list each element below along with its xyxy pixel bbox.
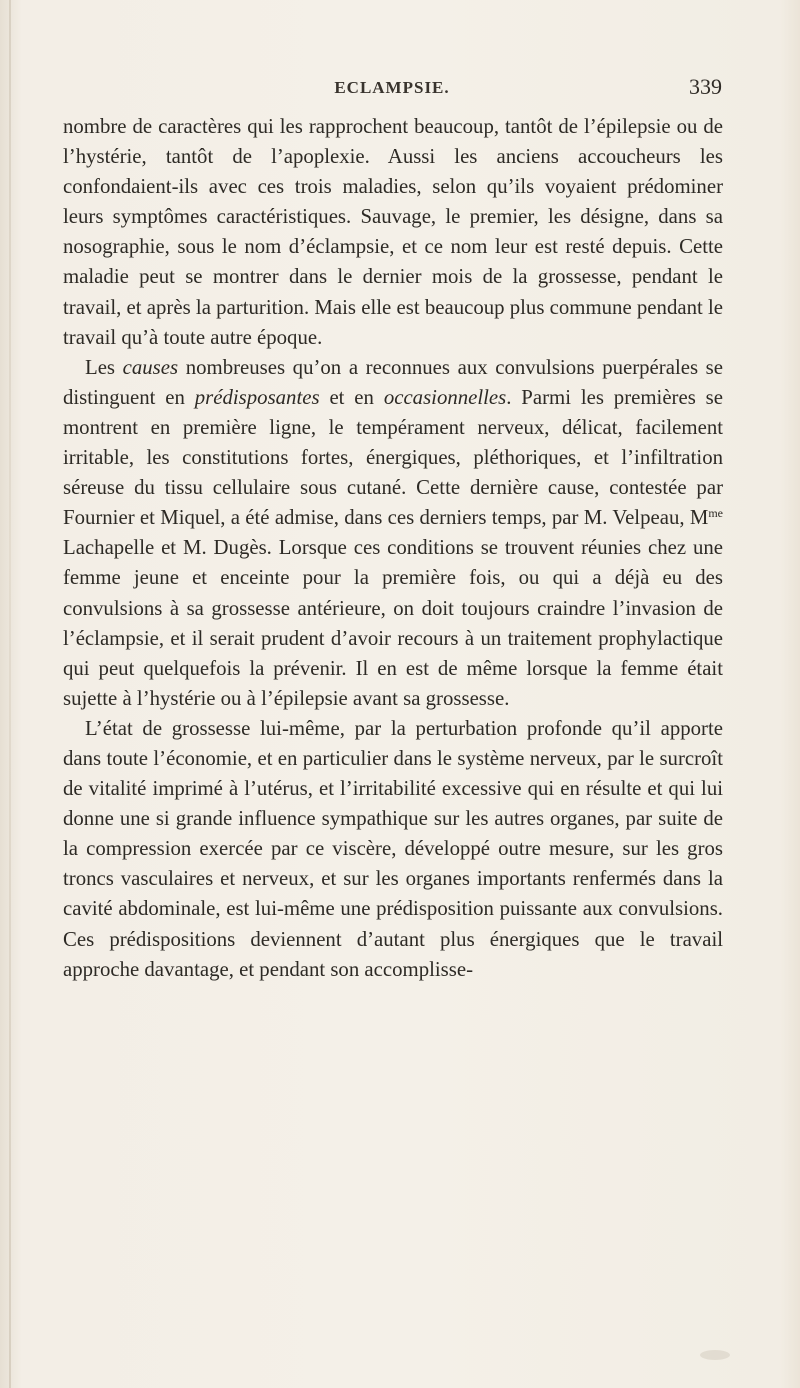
paragraph-2-rest1: . Parmi les premières se montrent en première ligne, le tempérament nerveux, délicat, facilement irritable, les constitutions fortes, énergiques, pléthoriques, et l’infiltration séreuse du tissu cellulaire sous cutané. Cette dernière cause, contestée par Fournier et Miquel, a été admise, dans ces derniers temps, par M. Velpeau, M [63,385,723,530]
body-text [63,112,723,985]
paragraph-2-mid1: nombreuses qu’on a reconnues aux convulsions puerpérales se distinguent en [63,355,723,409]
paragraph-2 [63,353,723,714]
page-gutter-shadow [9,0,11,1388]
italic-predisposantes: prédisposantes [194,385,320,409]
running-title: ECLAMPSIE. [334,78,450,97]
page-number: 339 [689,74,722,99]
paper-stain [700,1350,730,1360]
italic-occasionnelles: occasionnelles [383,385,507,409]
paragraph-2-start: Les [85,355,123,379]
paragraph-1: nombre de caractères qui les rapprochent beaucoup, tantôt de l’épilepsie ou de l’hystérie, tantôt de l’apoplexie. Aussi les anciens accoucheurs les confondaient-ils avec ces trois maladies, selon qu’ils voyaient prédominer leurs symptômes caractéristiques. Sauvage, le premier, les désigne, dans sa nosographie, sous le nom d’éclampsie, et ce nom leur est resté depuis. Cette maladie peut se montrer dans le dernier mois de la grossesse, pendant le travail, et après la parturition. Mais elle est beaucoup plus commune pendant le travail qu’à toute autre époque. [63,115,723,349]
italic-causes: causes [122,355,179,379]
paragraph-2-mid2: et en [319,385,384,409]
paragraph-2-rest2: Lachapelle et M. Dugès. Lorsque ces conditions se trouvent réunies chez une femme jeune et enceinte pour la première fois, ou qui a déjà eu des convulsions à sa grossesse antérieure, on doit toujours craindre l’invasion de l’éclampsie, et il serait prudent d’avoir recours à un traitement prophylactique qui peut quelquefois la prévenir. Il en est de même lorsque la femme était sujette à l’hystérie ou à l’épilepsie avant sa grossesse. [63,536,723,710]
running-head [62,74,722,102]
paragraph-3: L’état de grossesse lui-même, par la perturbation profonde qu’il apporte dans toute l’économie, et en particulier dans le système nerveux, par le surcroît de vitalité imprimé à l’utérus, et l’irritabilité excessive qui en résulte et qui lui donne une si grande influence sympathique sur les autres organes, par suite de la compression exercée par ce viscère, développé outre mesure, sur les gros troncs vasculaires et nerveux, et sur les organes importants renfermés dans la cavité abdominale, est lui-même une prédisposition puissante aux convulsions. Ces prédispositions deviennent d’autant plus énergiques que le travail approche davantage, et pendant son accomplisse- [63,716,723,981]
superscript-me: me [708,506,723,521]
